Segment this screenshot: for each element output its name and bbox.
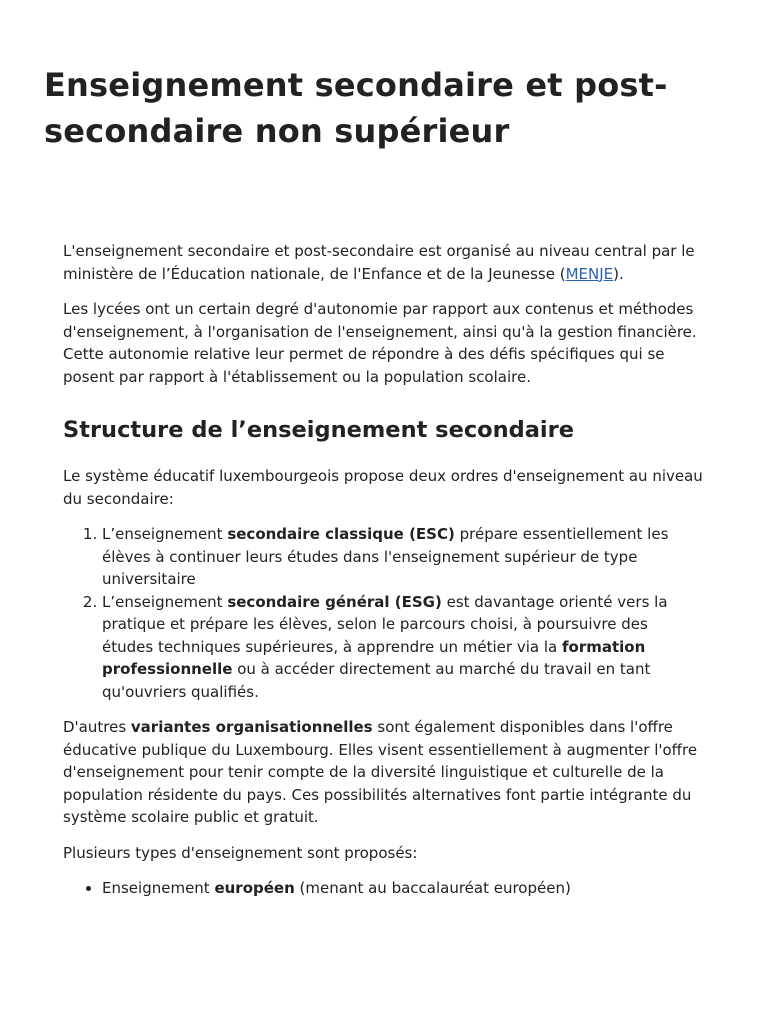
menje-link[interactable]: MENJE (565, 264, 614, 283)
types-lead: Plusieurs types d'enseignement sont proposés: (63, 843, 418, 862)
item-text: prépare essentiellement les élèves à continuer leurs études dans l'enseignement supérieur de type universitaire (102, 525, 669, 588)
section-lead: Le système éducatif luxembourgeois propose deux ordres d'enseignement au niveau du secondaire: (63, 467, 703, 508)
item-bold-term: secondaire général (ESG) (227, 592, 442, 611)
autonomy-paragraph: Les lycées ont un certain degré d'autonomie par rapport aux contenus et méthodes d'enseignement, à l'organisation de l'enseignement, ainsi qu'à la gestion financière. Cette autonomie relative leur permet de répondre à des défis spécifiques qui se posent par rapport à l'établissement ou la population scolaire. (63, 300, 697, 386)
variants-text: sont également disponibles dans l'offre éducative publique du Luxembourg. Elles visent essentiellement à augmenter l'offre d'enseignement pour tenir compte de la diversité linguistique et culturelle de la population résidente du pays. Ces possibilités alternatives font partie intégrante du système scolaire public et gratuit. (63, 718, 698, 826)
variants-paragraph (63, 716, 703, 829)
education-levels-list (63, 523, 703, 703)
item-text: est davantage orienté vers la pratique et prépare les élèves, selon le parcours choisi, à poursuivre des études techniques supérieures, à apprendre un métier via la (102, 592, 668, 656)
item-prefix: Enseignement (102, 879, 215, 897)
list-item-esg (102, 591, 703, 704)
list-item-esc (102, 523, 703, 591)
item-bold-term: formation professionnelle (102, 637, 646, 678)
intro-paragraph (63, 240, 703, 285)
item-prefix: L’enseignement (102, 525, 228, 543)
intro-text: L'enseignement secondaire et post-secondaire est organisé au niveau central par le ministère de l’Éducation nationale, de l'Enfance et de la Jeunesse ( (63, 242, 695, 283)
item-prefix: L’enseignement (102, 592, 228, 611)
page-title: Enseignement secondaire et post-secondaire non supérieur (44, 66, 668, 150)
variants-bold-term: variantes organisationnelles (130, 718, 373, 736)
section-heading: Structure de l’enseignement secondaire (63, 417, 574, 443)
variants-prefix: D'autres (63, 718, 131, 736)
item-text: (menant au baccalauréat européen) (294, 879, 571, 897)
item-bold-term: européen (214, 879, 295, 897)
types-list (63, 877, 703, 900)
article-body (63, 240, 703, 900)
intro-text-end: ). (613, 264, 624, 283)
item-text: ou à accéder directement au marché du travail en tant qu'ouvriers qualifiés. (102, 660, 651, 701)
list-item-european (102, 877, 703, 900)
item-bold-term: secondaire classique (ESC) (227, 525, 455, 543)
